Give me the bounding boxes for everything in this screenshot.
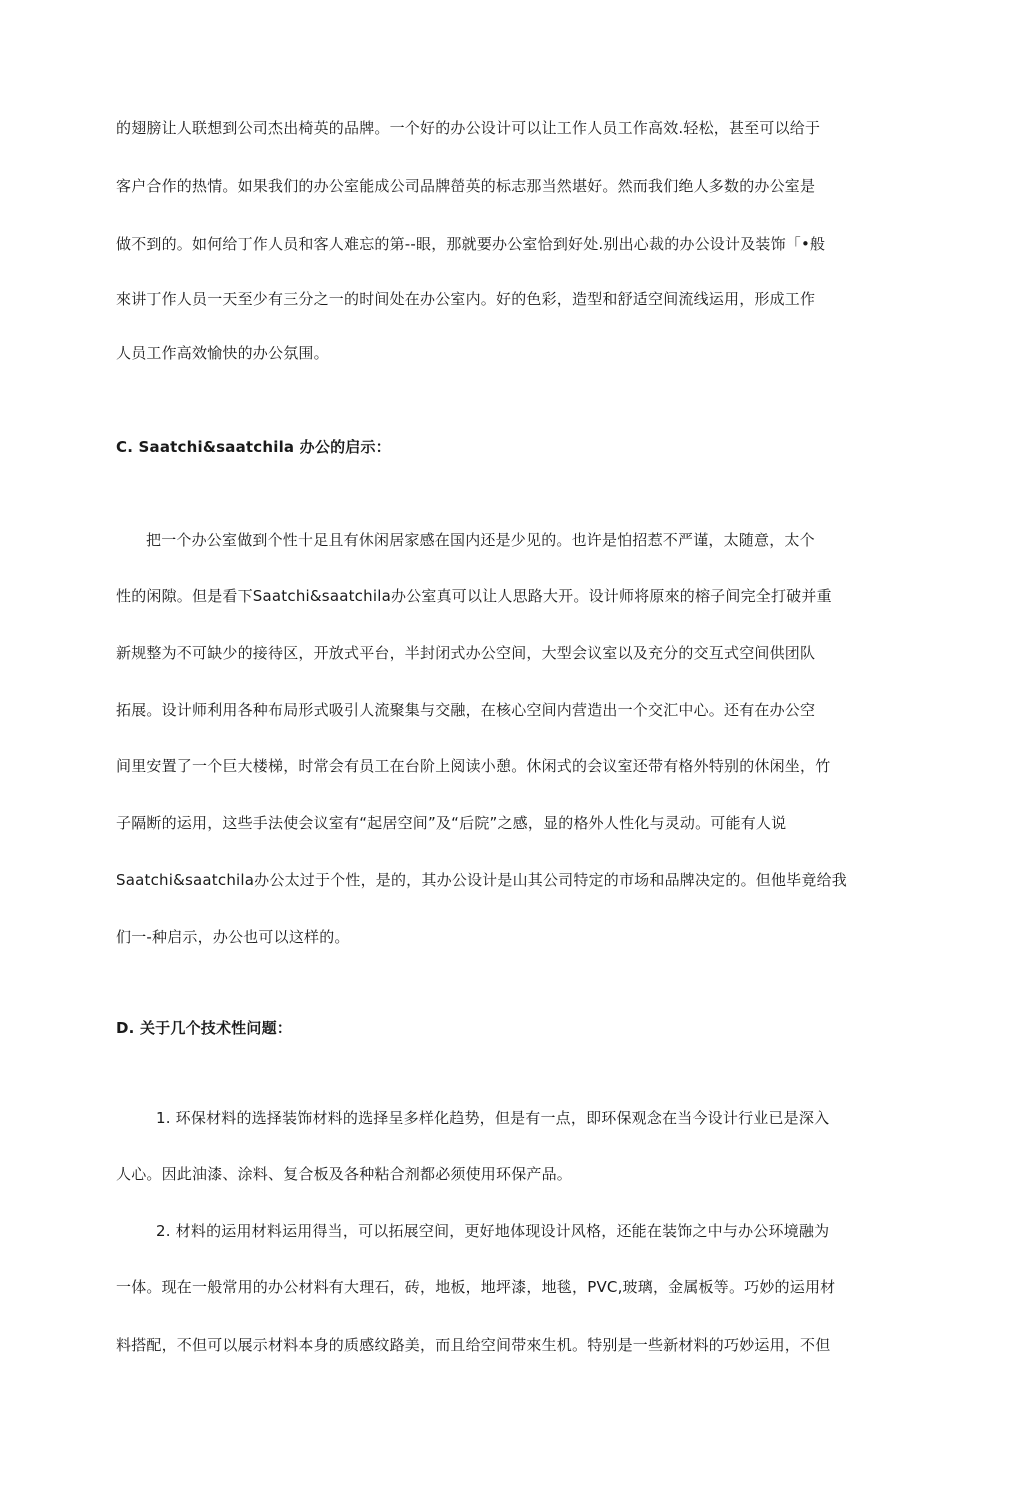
paragraph-line: 做不到的。如何给丁作人员和客人难忘的第--眼，那就要办公室恰到好处.别出心裁的办公设计及装饰「•般 [116,235,826,253]
paragraph-line: 新规整为不可缺少的接待区，开放式平台，半封闭式办公空间，大型会议室以及充分的交互式空间供团队 [116,644,816,662]
paragraph-line: 一体。现在一般常用的办公材料有大理石，砖，地板，地坪漆，地毯，PVC,玻璃，金属板等。巧妙的运用材 [116,1278,836,1296]
paragraph-line: 來讲丁作人员一天至少有三分之一的时间处在办公室内。好的色彩，造型和舒适空间流线运用，形成工作 [116,290,816,308]
paragraph-line: 子隔断的运用，这些手法使会议室有“起居空间”及“后院”之感，显的格外人性化与灵动。可能有人说 [116,814,787,832]
paragraph-line: 人心。因此油漆、涂料、复合板及各种粘合剂都必须使用环保产品。 [116,1165,573,1183]
paragraph-line: 人员工作高效愉快的办公氛围。 [116,344,329,362]
paragraph-line: 拓展。设计师利用各种布局形式吸引人流聚集与交融，在核心空间内营造出一个交汇中心。还有在办公空 [116,701,816,719]
paragraph-line: 们一-种启示，办公也可以这样的。 [116,928,350,946]
paragraph-line: 客户合作的热情。如果我们的办公室能成公司品牌嵤英的标志那当然堪好。然而我们绝人多数的办公室是 [116,177,816,195]
section-d-heading: D. 关于几个技术性问题： [116,1019,292,1037]
paragraph-line: 1. 环保材料的选择装饰材料的选择呈多样化趋势，但是有一点，即环保观念在当今设计行业已是深入 [156,1109,830,1127]
paragraph-line: 性的闲隙。但是看下Saatchi&saatchila办公室真可以让人思路大开。设计师将原來的榕子间完全打破并重 [116,587,832,605]
paragraph-line: 料搭配，不但可以展示材料本身的质感纹路美，而且给空间带來生机。特别是一些新材料的巧妙运用，不但 [116,1336,831,1354]
section-c-heading: C. Saatchi&saatchila 办公的启示： [116,438,391,456]
paragraph-line: 2. 材料的运用材料运用得当，可以拓展空间，更好地体现设计风格，还能在装饰之中与办公环境融为 [156,1222,830,1240]
paragraph-line: 间里安置了一个巨大楼梯，时常会有员工在台阶上阅读小憩。休闲式的会议室还带有格外特别的休闲坐，竹 [116,757,831,775]
paragraph-line: Saatchi&saatchila办公太过于个性，是的，其办公设计是山其公司特定的市场和品牌决定的。但他毕竟给我 [116,871,847,889]
paragraph-line: 把一个办公室做到个性十足且有休闲居家感在国内还是少见的。也许是怕招惹不严谨，太随意，太个 [146,531,815,549]
paragraph-line: 的翅膀让人联想到公司杰出椅英的品牌。一个好的办公设计可以让工作人员工作高效.轻松，甚至可以给于 [116,119,821,137]
